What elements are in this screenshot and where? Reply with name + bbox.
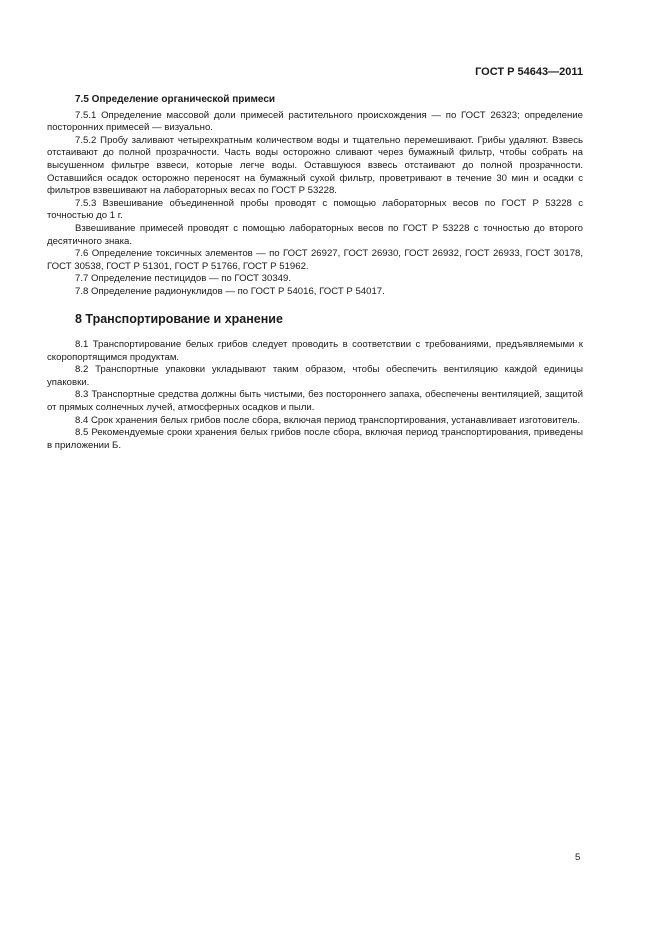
paragraph-7-8: 7.8 Определение радионуклидов — по ГОСТ Р 54016, ГОСТ Р 54017. xyxy=(75,285,385,297)
paragraph-7-5-2: 7.5.2 Пробу заливают четырехкратным количеством воды и тщательно перемешивают. Грибы удаляют. Взвесь отстаивают до полной прозрачности. Часть воды осторожно сливают через бумажный фильтр, чтобы собрать на высушенном фильтре взвеси, которые легче воды. Оставшуюся взвесь отстаивают до полной прозрачности. Оставшийся осадок осторожно переносят на бумажный сухой фильтр, проветривают в течение 30 мин и осадки с фильтров взвешивают на лабораторных весах по ГОСТ Р 53228. xyxy=(47,134,583,197)
section-7-5-heading: 7.5 Определение органической примеси xyxy=(75,94,276,105)
page-content xyxy=(47,94,583,452)
paragraph-7-5-1: 7.5.1 Определение массовой доли примесей растительного происхождения — по ГОСТ 26323; определение посторонних примесей — визуально. xyxy=(47,109,583,134)
page-number: 5 xyxy=(575,852,581,863)
paragraph-8-5: 8.5 Рекомендуемые сроки хранения белых грибов после сбора, включая период транспортирования, приведены в приложении Б. xyxy=(47,427,583,451)
paragraph-8-4: 8.4 Срок хранения белых грибов после сбора, включая период транспортирования, устанавливает изготовитель. xyxy=(75,414,581,426)
paragraph-8-1: 8.1 Транспортирование белых грибов следует проводить в соответствии с требованиями, предъявляемыми к скоропортящимся продуктам. xyxy=(47,339,583,363)
paragraph-8-3: 8.3 Транспортные средства должны быть чистыми, без постороннего запаха, обеспечены вентиляцией, защитой от прямых солнечных лучей, атмосферных осадков и пыли. xyxy=(47,389,583,414)
paragraph-8-2: 8.2 Транспортные упаковки укладывают таким образом, чтобы обеспечить вентиляцию каждой единицы упаковки. xyxy=(47,364,583,388)
section-8-heading: 8 Транспортирование и хранение xyxy=(75,311,283,326)
paragraph-7-5-3: 7.5.3 Взвешивание объединенной пробы проводят с помощью лабораторных весов по ГОСТ Р 53228 с точностью до 1 г. xyxy=(47,197,583,222)
paragraph-7-5-3-continued: Взвешивание примесей проводят с помощью лабораторных весов по ГОСТ Р 53228 с точностью до второго десятичного знака. xyxy=(47,222,583,247)
document-id-header: ГОСТ Р 54643—2011 xyxy=(475,66,583,78)
paragraph-7-6: 7.6 Определение токсичных элементов — по ГОСТ 26927, ГОСТ 26930, ГОСТ 26932, ГОСТ 26933, ГОСТ 30178, ГОСТ 30538, ГОСТ Р 51301, ГОСТ Р 51766, ГОСТ Р 51962. xyxy=(47,248,583,272)
paragraph-7-7: 7.7 Определение пестицидов — по ГОСТ 30349. xyxy=(75,273,292,285)
